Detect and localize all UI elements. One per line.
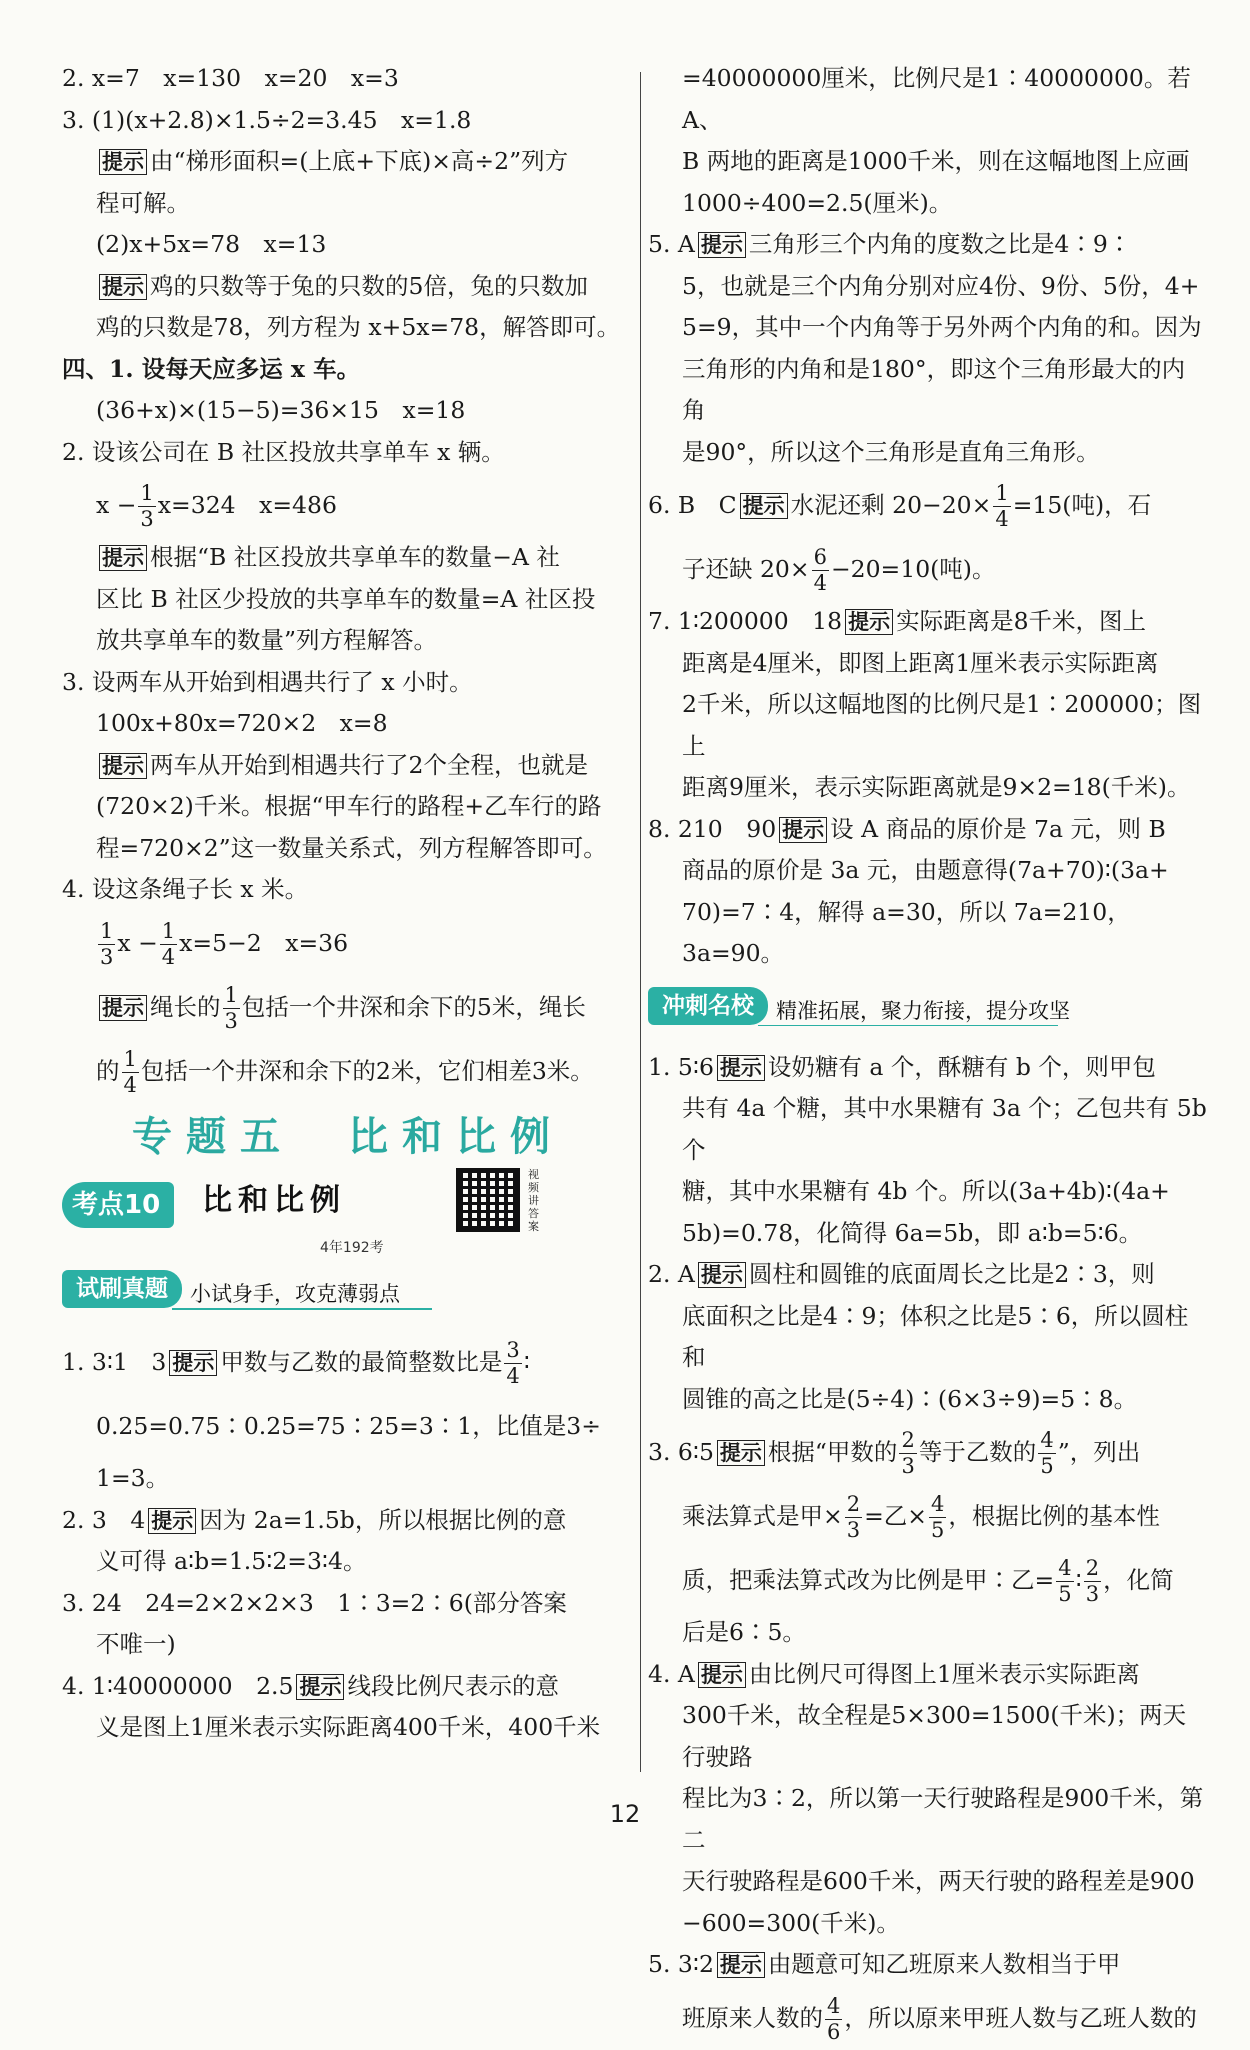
answer-line: 2. A 提示 圆柱和圆锥的底面周长之比是2∶3，则	[648, 1260, 1155, 1288]
answer-line: 质，把乘法算式改为比例是甲∶乙= $\frac{4}{5}$ ∶ $\frac{2}{3}$ ，化简	[682, 1556, 1174, 1606]
hint-badge: 提示	[698, 1662, 746, 1688]
answer-line: 4. 设这条绳子长 x 米。	[62, 875, 309, 903]
answer-line: 鸡的只数是78，列方程为 x+5x=78，解答即可。	[96, 313, 621, 341]
answer-line: 70)=7∶4，解得 a=30，所以 7a=210，3a=90。	[682, 897, 1131, 967]
answer-line: 3. (1)(x+2.8)×1.5÷2=3.45 x=1.8	[62, 105, 472, 134]
answer-line: 4. A 提示 由比例尺可得图上1厘米表示实际距离	[648, 1659, 1140, 1688]
answer-line: 程比为3∶2，所以第一天行驶路程是900千米，第二	[682, 1784, 1204, 1854]
fraction: $\frac{1}{4}$	[161, 918, 176, 969]
fraction: $\frac{4}{5}$	[1058, 1556, 1072, 1606]
answer-line: 3. 6∶5 提示 根据“甲数的 $\frac{2}{3}$ 等于乙数的 $\frac{4}{5}$ ”，列出	[648, 1428, 1141, 1478]
answer-line: 是90°，所以这个三角形是直角三角形。	[682, 437, 1100, 466]
answer-line: 1=3。	[96, 1464, 170, 1492]
kaodian-badge: 考点10	[62, 1182, 174, 1228]
answer-line: =40000000厘米，比例尺是1∶40000000。若 A、	[682, 64, 1191, 134]
answer-line: 5. 3∶2 提示 由题意可知乙班原来人数相当于甲	[648, 1950, 1121, 1978]
answer-line: 5b)=0.78，化简得 6a=5b，即 a∶b=5∶6。	[682, 1218, 1143, 1247]
answer-line: 6. B C 提示 水泥还剩 20−20× $\frac{1}{4}$ =15(吨)，石	[648, 481, 1152, 531]
answer-line: 底面积之比是4∶9；体积之比是5∶6，所以圆柱和	[682, 1301, 1189, 1371]
column-divider	[640, 72, 641, 1772]
answer-line: 商品的原价是 3a 元，由题意得(7a+70)∶(3a+	[682, 856, 1169, 884]
answer-line: 的 $\frac{1}{4}$ 包括一个井深和余下的2米，它们相差3米。	[96, 1046, 594, 1097]
answer-line: 程可解。	[96, 188, 190, 217]
fraction: $\frac{3}{4}$	[506, 1338, 520, 1388]
right-column	[648, 58, 1208, 2050]
answer-line: 子还缺 20× $\frac{6}{4}$ −20=10(吨)。	[682, 545, 996, 595]
answer-line: (720×2)千米。根据“甲车行的路程+乙车行的路	[96, 792, 602, 820]
answer-line: 1000÷400=2.5(厘米)。	[682, 188, 953, 217]
hint-badge: 提示	[698, 1262, 746, 1288]
section-label: 冲刺名校	[648, 987, 768, 1025]
answer-line: 3. 设两车从开始到相遇共行了 x 小时。	[62, 667, 473, 696]
hint-badge: 提示	[717, 1440, 765, 1466]
answer-line: 2. 设该公司在 B 社区投放共享单车 x 辆。	[62, 437, 505, 466]
answer-line: (36+x)×(15−5)=36×15 x=18	[96, 396, 466, 424]
topic-title: 专题五 比和比例	[132, 1113, 564, 1160]
hint-line: 提示 绳长的 $\frac{1}{3}$ 包括一个井深和余下的5米，绳长	[62, 975, 634, 1039]
answer-line: 2千米，所以这幅地图的比例尺是1∶200000；图上	[682, 690, 1202, 760]
fraction: $\frac{4}{5}$	[930, 1492, 945, 1542]
equation-line: $\frac{1}{3}$ x − $\frac{1}{4}$ x=5−2 x=36	[100, 918, 349, 969]
equation-line: x − $\frac{1}{3}$ x=324 x=486	[96, 481, 337, 531]
section-subtitle: 精准拓展，聚力衔接，提分攻坚	[776, 998, 1070, 1023]
hint-badge: 提示	[99, 545, 147, 571]
hint-line: 提示 两车从开始到相遇共行了2个全程，也就是	[62, 745, 634, 787]
answer-line: 程=720×2”这一数量关系式，列方程解答即可。	[96, 833, 607, 862]
answer-line: 乘法算式是甲× $\frac{2}{3}$ =乙× $\frac{4}{5}$ ，根据比例的基本性	[682, 1492, 1160, 1542]
kaodian-header	[62, 1168, 634, 1264]
answer-line: 1. 3∶1 3 提示 甲数与乙数的最简整数比是 $\frac{3}{4}$ ∶	[62, 1338, 530, 1388]
answer-line: 5=9，其中一个内角等于另外两个内角的和。因为	[682, 313, 1202, 341]
hint-badge: 提示	[717, 1055, 765, 1081]
answer-line: 天行驶路程是600千米，两天行驶的路程差是900	[682, 1867, 1195, 1895]
section-banner	[648, 983, 1208, 1033]
answer-line: 8. 210 90 提示 设 A 商品的原价是 7a 元，则 B	[648, 814, 1166, 843]
hint-badge: 提示	[99, 149, 147, 175]
fraction: $\frac{2}{3}$	[1085, 1556, 1100, 1606]
answer-line: 3. 24 24=2×2×2×3 1∶3=2∶6(部分答案	[62, 1588, 567, 1617]
answer-line: 后是6∶5。	[682, 1618, 806, 1646]
qr-code-icon[interactable]	[456, 1168, 520, 1232]
answer-line: 距离是4厘米，即图上距离1厘米表示实际距离	[682, 648, 1159, 677]
answer-line: 糖，其中水果糖有 4b 个。所以(3a+4b)∶(4a+	[682, 1177, 1170, 1205]
answer-line: 区比 B 社区少投放的共享单车的数量=A 社区投	[96, 584, 596, 613]
left-column	[62, 58, 634, 1749]
fraction: $\frac{1}{4}$	[123, 1046, 137, 1097]
answer-line: 圆锥的高之比是(5÷4)∶(6×3÷9)=5∶8。	[682, 1384, 1138, 1413]
kaodian-frequency: 4年192考	[320, 1240, 384, 1256]
answer-line: 班原来人数的 $\frac{4}{6}$ ，所以原来甲班人数与乙班人数的	[682, 1993, 1197, 2044]
hint-line: 提示 鸡的只数等于兔的只数的5倍，兔的只数加	[62, 266, 634, 308]
fraction: $\frac{1}{3}$	[224, 982, 238, 1033]
answer-line: 义可得 a∶b=1.5∶2=3∶4。	[96, 1547, 367, 1575]
section-underline	[758, 1025, 1058, 1027]
answer-line: 义是图上1厘米表示实际距离400千米，400千米	[96, 1713, 601, 1741]
section-subtitle: 小试身手，攻克薄弱点	[190, 1282, 400, 1306]
answer-line: 5. A 提示 三角形三个内角的度数之比是4∶9∶	[648, 230, 1132, 258]
answer-line: 距离9厘米，表示实际距离就是9×2=18(千米)。	[682, 773, 1191, 801]
answer-line: 100x+80x=720×2 x=8	[96, 709, 388, 737]
hint-badge: 提示	[148, 1508, 196, 1534]
hint-badge: 提示	[296, 1674, 344, 1700]
kaodian-title: 比和比例	[202, 1183, 346, 1218]
hint-badge: 提示	[740, 493, 788, 519]
answer-line: 4. 1∶40000000 2.5 提示 线段比例尺表示的意	[62, 1671, 559, 1700]
hint-badge: 提示	[99, 995, 147, 1021]
section-label: 试刷真题	[62, 1270, 182, 1308]
hint-badge: 提示	[169, 1350, 217, 1376]
answer-line: 2. x=7 x=130 x=20 x=3	[62, 64, 399, 92]
hint-badge: 提示	[99, 753, 147, 779]
answer-line: 5，也就是三个内角分别对应4份、9份、5份，4+	[682, 271, 1200, 300]
answer-line: −600=300(千米)。	[682, 1908, 900, 1937]
fraction: $\frac{4}{6}$	[827, 1993, 841, 2044]
fraction: $\frac{2}{3}$	[901, 1428, 915, 1478]
page-number: 12	[609, 1800, 641, 1828]
hint-badge: 提示	[717, 1952, 765, 1978]
section-underline	[172, 1308, 432, 1310]
answer-line: 300千米，故全程是5×300=1500(千米)；两天行驶路	[682, 1701, 1187, 1771]
answer-line: 共有 4a 个糖，其中水果糖有 3a 个；乙包共有 5b 个	[682, 1094, 1207, 1164]
hint-badge: 提示	[99, 274, 147, 300]
hint-badge: 提示	[698, 232, 746, 258]
hint-badge: 提示	[779, 817, 827, 843]
answer-line: 0.25=0.75∶0.25=75∶25=3∶1，比值是3÷	[96, 1412, 601, 1440]
answer-line: 三角形的内角和是180°，即这个三角形最大的内角	[682, 354, 1186, 424]
hint-line: 提示 根据“B 社区投放共享单车的数量−A 社	[62, 537, 634, 579]
fraction: $\frac{1}{4}$	[995, 481, 1009, 531]
answer-line: 不唯一)	[96, 1630, 176, 1658]
fraction: $\frac{6}{4}$	[813, 545, 827, 595]
fraction: $\frac{4}{5}$	[1040, 1428, 1054, 1478]
fraction: $\frac{2}{3}$	[846, 1492, 861, 1542]
answer-line: (2)x+5x=78 x=13	[96, 230, 327, 258]
answer-line: 7. 1∶200000 18 提示 实际距离是8千米，图上	[648, 607, 1147, 635]
hint-line: 提示 由“梯形面积=(上底+下底)×高÷2”列方	[62, 141, 634, 183]
answer-line: 放共享单车的数量”列方程解答。	[96, 626, 438, 654]
answer-line: 2. 3 4 提示 因为 2a=1.5b，所以根据比例的意	[62, 1505, 567, 1534]
qr-label: 视频讲答案	[528, 1168, 539, 1233]
answer-line: 1. 5∶6 提示 设奶糖有 a 个，酥糖有 b 个，则甲包	[648, 1052, 1156, 1081]
section-banner	[62, 1266, 634, 1316]
answer-line: B 两地的距离是1000千米，则在这幅地图上应画	[682, 147, 1190, 175]
answer-line: 四、1. 设每天应多运 x 车。	[62, 354, 361, 383]
hint-badge: 提示	[845, 609, 893, 635]
fraction: $\frac{1}{3}$	[140, 481, 154, 531]
fraction: $\frac{1}{3}$	[100, 918, 114, 969]
